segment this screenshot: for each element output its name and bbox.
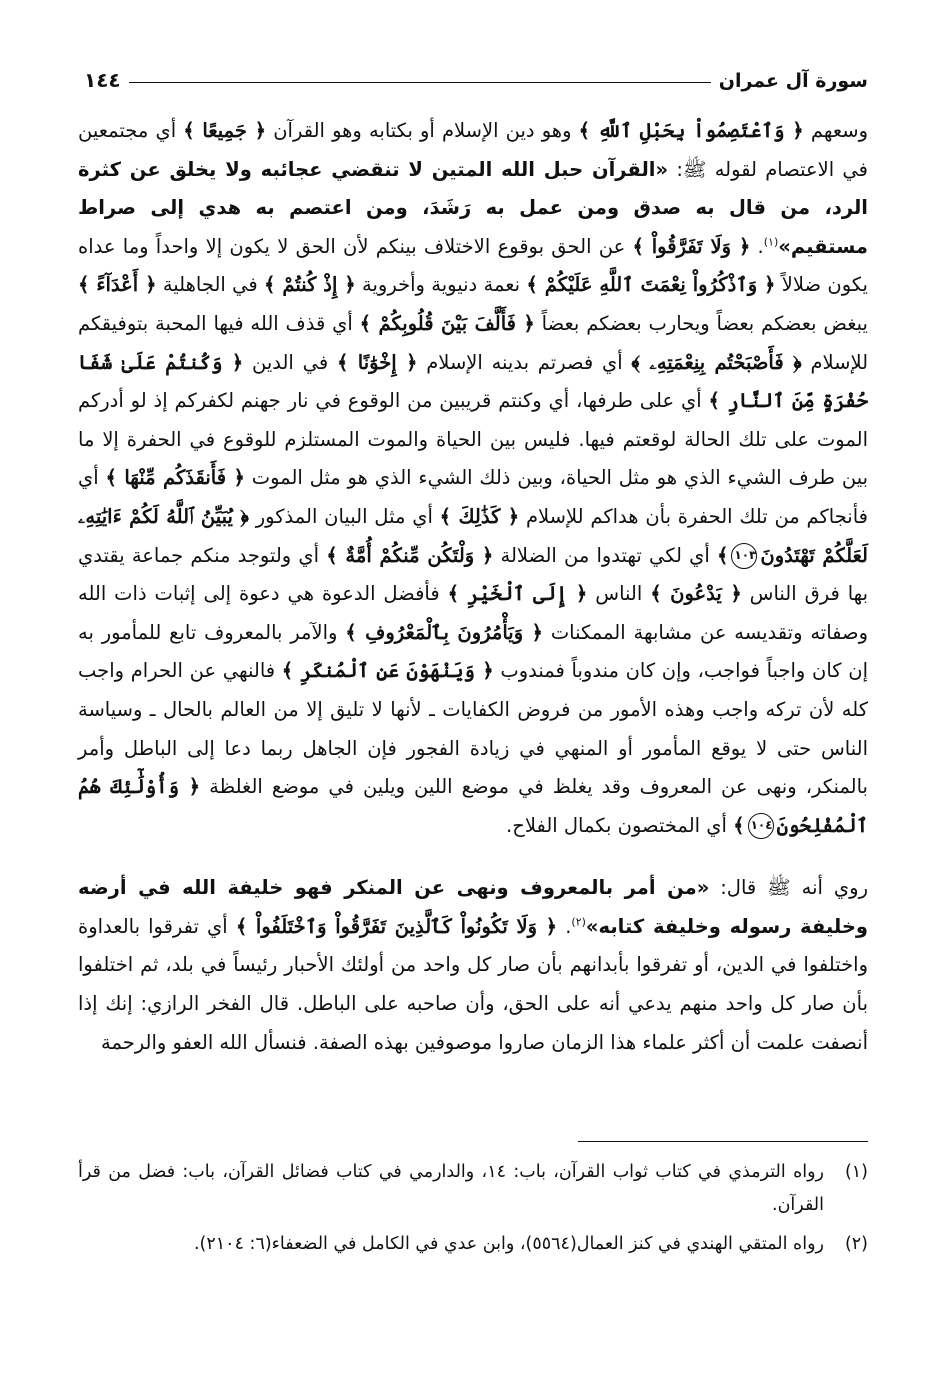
commentary-text: نعمة دنيوية وأخروية <box>362 273 521 297</box>
commentary-text: فأفضل الدعوة هي دعوة إلى إثبات ذات الله وصفاته وتقديسه عن مشابهة الممكنات <box>78 582 868 644</box>
closing-bracket: ﴾ <box>716 543 729 567</box>
commentary-text: أي مجتمعين في الاعتصام لقوله ﷺ: <box>78 119 868 181</box>
commentary-text: أي المختصون بكمال الفلاح. <box>506 813 727 837</box>
commentary-text: فالنهي عن الحرام واجب كله لأن تركه واجب وهذه الأمور من فروض الكفايات ـ لأنها لا تليق إلا من العالم بالحال ـ وسياسة الناس حتى لا يوقع المأمور أو المنهي في زيادة الفجور فإن الجاهل ربما دعا إلى الباطل وأمر بالمنكر، ونهى عن المعروف وقد يغلظ في موضع اللين ويلين في موضع الغلظة <box>78 659 868 799</box>
commentary-text: أي على طرفها، أي وكنتم قريبين من الوقوع في نار جهنم لكفركم إذ لو أدركم الموت على تلك الحالة لوقعتم فيها. فليس بين الحياة والموت المستلزم للوقوع في الحفرة إلا ما بين طرف الشيء الذي هو مثل الحياة، وبين ذلك الشيء الذي هو مثل الموت <box>78 389 869 490</box>
commentary-text: وسعهم <box>810 119 868 142</box>
quran-verse: ﴿ وَلَا تَكُونُواْ كَٱلَّذِينَ تَفَرَّقُواْ وَٱخْتَلَفُواْ ﴾ <box>235 914 558 938</box>
footnote-reference[interactable]: (١) <box>763 235 779 249</box>
quran-verse: ﴿ إِذْ كُنتُمْ ﴾ <box>264 273 356 297</box>
document-page <box>78 44 868 1354</box>
quran-verse: ﴿ وَيَنْهَوْنَ عَنِ ٱلْمُنكَرِ ﴾ <box>281 659 494 683</box>
commentary-text: روي أنه ﷺ قال: <box>720 876 868 900</box>
hadith-quote: «من أمر بالمعروف ونهى عن المنكر فهو خليفة الله في أرضه وخليفة رسوله وخليفة كتابه» <box>78 876 868 938</box>
footnote-separator <box>578 1141 868 1142</box>
commentary-text: في الدين <box>251 350 329 374</box>
quran-verse: ﴿ وَٱذْكُرُواْ نِعْمَتَ ٱللَّهِ عَلَيْكُمْ ﴾ <box>526 273 776 297</box>
quran-verse: ﴿ وَيَأْمُرُونَ بِٱلْمَعْرُوفِ ﴾ <box>345 620 543 644</box>
quran-verse: ﴿ فَأَنقَذَكُم مِّنْهَا ﴾ <box>105 466 245 490</box>
footnote-text: رواه المتقي الهندي في كنز العمال(٥٥٦٤)، وابن عدي في الكامل في الضعفاء(٦: ٢١٠٤). <box>193 1234 824 1254</box>
commentary-text: أي تفرقوا بالعداوة واختلفوا في الدين، أو تفرقوا بأبدانهم بأن صار كل واحد من أولئك الأحبار رئيساً في بلد، ثم اختلفوا بأن صار كل واحد منهم يدعي أنه على الحق، وأن صاحبه على الباطل. قال الفخر الرازي: إنك إذا أنصفت علمت أن أكثر علماء هذا الزمان صاروا موصوفين بهذه الصفة. فنسأل الله العفو والرحمة <box>78 914 868 1054</box>
quran-verse: ﴿ إِلَى ٱلْخَيْرِ ﴾ <box>447 582 588 606</box>
commentary-text: أي فصرتم بدينه الإسلام <box>426 350 623 374</box>
page-number: ١٤٤ <box>84 68 121 92</box>
quran-verse: ﴿ يَدْعُونَ ﴾ <box>650 582 742 606</box>
quran-verse: ﴿ وَٱعْتَصِمُواْ بِحَبْلِ ٱللَّهِ ﴾ <box>578 119 804 142</box>
quran-verse: ﴿ فَأَلَّفَ بَيْنَ قُلُوبِكُمْ ﴾ <box>359 311 535 335</box>
quran-verse: ﴿ إِخْوَٰنًا ﴾ <box>336 350 418 374</box>
commentary-text: . <box>565 914 572 938</box>
paragraph-2 <box>78 869 868 1062</box>
quran-verse: ﴿ وَلَا تَفَرَّقُواْ ﴾ <box>632 234 751 258</box>
quran-verse: ﴿ وَلْتَكُن مِّنكُمْ أُمَّةٌ ﴾ <box>326 543 494 567</box>
footnote-item <box>78 1228 868 1261</box>
surah-title: سورة آل عمران <box>718 70 868 92</box>
quran-verse: ﴿ فَأَصْبَحْتُم بِنِعْمَتِهِۦ ﴾ <box>631 350 802 374</box>
commentary-text: أي قذف الله فيها المحبة بتوفيقكم للإسلام <box>78 311 869 374</box>
commentary-text: يبغض بعضكم بعضاً ويحارب بعضكم بعضاً <box>541 311 868 335</box>
quran-verse: ﴿ يُبَيِّنُ ٱللَّهُ لَكُمْ ءَايَٰتِهِۦ لَعَلَّكُمْ تَهْتَدُونَ <box>78 504 868 567</box>
closing-bracket: ﴾ <box>733 813 745 837</box>
quran-verse: ﴿ أَعْدَآءً ﴾ <box>78 273 157 297</box>
footnote-reference[interactable]: (٢) <box>571 915 586 929</box>
paragraph-1 <box>78 112 868 845</box>
commentary-text: عن الحق بوقوع الاختلاف بينكم لأن الحق لا يكون إلا واحداً وما عداه يكون ضلالاً <box>78 234 868 297</box>
commentary-text: أي لكي تهتدوا من الضلالة <box>500 543 710 567</box>
commentary-text: وهو دين الإسلام أو بكتابه وهو القرآن <box>273 119 572 142</box>
footnote-number: (٢) <box>844 1234 868 1254</box>
header-rule <box>129 82 711 83</box>
footnote-number: (١) <box>844 1162 868 1182</box>
quran-verse: ﴿ وَأُوْلَٰٓئِكَ هُمُ ٱلْمُفْلِحُونَ <box>78 775 868 837</box>
commentary-text: في الجاهلية <box>162 273 258 297</box>
ayah-number-marker: ١٠٣ <box>731 543 757 569</box>
quran-verse: ﴿ كَذَٰلِكَ ﴾ <box>439 504 520 528</box>
ayah-number-marker: ١٠٤ <box>748 813 774 839</box>
footnote-text: رواه الترمذي في كتاب ثواب القرآن، باب: ١٤، والدارمي في كتاب فضائل القرآن، باب: فضل من قرأ القرآن. <box>78 1162 825 1215</box>
commentary-text: . <box>757 234 764 258</box>
commentary-text: الناس <box>595 582 643 606</box>
commentary-text: والآمر بالمعروف تابع للمأمور به إن كان واجباً فواجب، وإن كان مندوباً فمندوب <box>78 620 868 683</box>
hadith-quote: «القرآن حبل الله المتين لا تنقضي عجائبه ولا يخلق عن كثرة الرد، من قال به صدق ومن عمل به رَشَدَ، ومن اعتصم به هدي إلى صراط مستقيم» <box>78 157 868 258</box>
commentary-text: أي مثل البيان المذكور <box>255 504 433 528</box>
footnote-item <box>78 1156 868 1222</box>
quran-verse: ﴿ جَمِيعًا ﴾ <box>183 119 267 142</box>
page-header <box>78 52 868 92</box>
commentary-body <box>78 112 868 1062</box>
commentary-text: أي ولتوجد منكم جماعة يقتدي بها فرق الناس <box>78 543 869 606</box>
footnotes-section <box>78 1156 868 1267</box>
quran-verse: ﴿ وَكُنتُمْ عَلَىٰ شَفَا حُفْرَةٍ مِّنَ ٱلنَّارِ ﴾ <box>78 350 868 413</box>
commentary-text: أي فأنجاكم من تلك الحفرة بأن هداكم للإسلام <box>78 466 869 528</box>
